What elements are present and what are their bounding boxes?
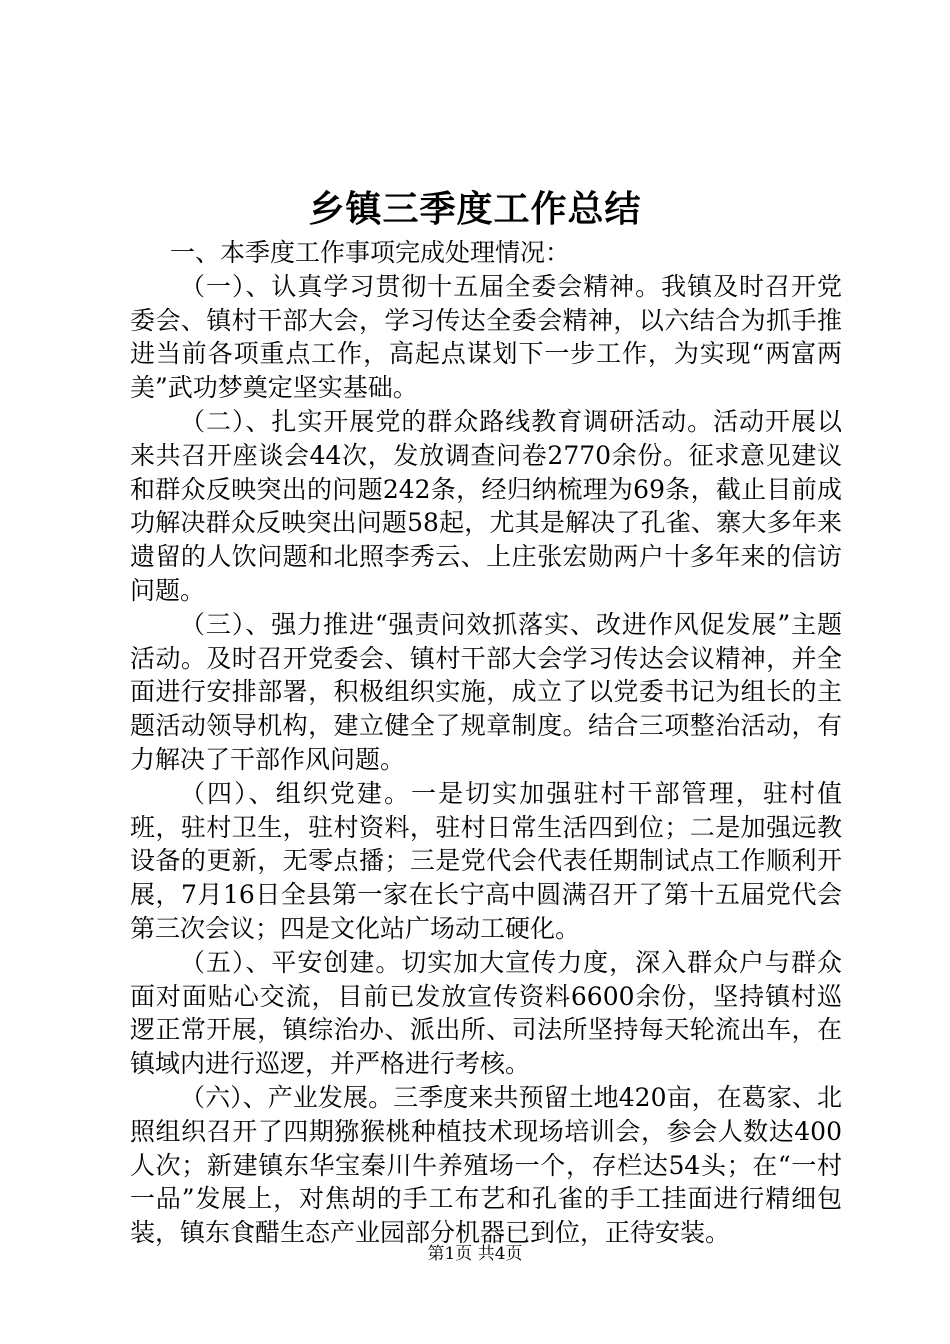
paragraph-2: （二）、扎实开展党的群众路线教育调研活动。活动开展以来共召开座谈会44次，发放调查问卷2770余份。征求意见建议和群众反映突出的问题242条，经归纳梳理为69条，截止目前成功解决群众反映突出问题58起，尤其是解决了孔雀、寨大多年来遗留的人饮问题和北照李秀云、上庄张宏勋两户十多年来的信访问题。 bbox=[130, 406, 842, 605]
paragraph-5: （五）、平安创建。切实加大宣传力度，深入群众户与群众面对面贴心交流，目前已发放宣传资料6600余份，坚持镇村巡逻正常开展，镇综治办、派出所、司法所坚持每天轮流出车，在镇域内进行巡逻，并严格进行考核。 bbox=[130, 947, 842, 1079]
document-title: 乡镇三季度工作总结 bbox=[308, 188, 642, 230]
paragraph-3: （三）、强力推进“强责问效抓落实、改进作风促发展”主题活动。及时召开党委会、镇村干部大会学习传达会议精神，并全面进行安排部署，积极组织实施，成立了以党委书记为组长的主题活动领导机构，建立健全了规章制度。结合三项整治活动，有力解决了干部作风问题。 bbox=[130, 609, 842, 774]
paragraph-1: （一）、认真学习贯彻十五届全委会精神。我镇及时召开党委会、镇村干部大会，学习传达全委会精神，以六结合为抓手推进当前各项重点工作，高起点谋划下一步工作，为实现“两富两美”武功梦奠定坚实基础。 bbox=[130, 271, 842, 403]
document-body bbox=[130, 236, 842, 1250]
page-footer: 第1页 共4页 bbox=[427, 1244, 523, 1264]
paragraph-4: （四）、组织党建。一是切实加强驻村干部管理，驻村值班，驻村卫生，驻村资料，驻村日常生活四到位；二是加强远教设备的更新，无零点播；三是党代会代表任期制试点工作顺利开展，7月16日全县第一家在长宁高中圆满召开了第十五届党代会第三次会议；四是文化站广场动工硬化。 bbox=[130, 778, 842, 943]
paragraph-6: （六）、产业发展。三季度来共预留土地420亩，在葛家、北照组织召开了四期猕猴桃种植技术现场培训会，参会人数达400人次；新建镇东华宝秦川牛养殖场一个，存栏达54头；在“一村一品”发展上，对焦胡的手工布艺和孔雀的手工挂面进行精细包装，镇东食醋生态产业园部分机器已到位，正待安装。 bbox=[130, 1082, 842, 1248]
section-heading: 一、本季度工作事项完成处理情况： bbox=[170, 238, 571, 267]
